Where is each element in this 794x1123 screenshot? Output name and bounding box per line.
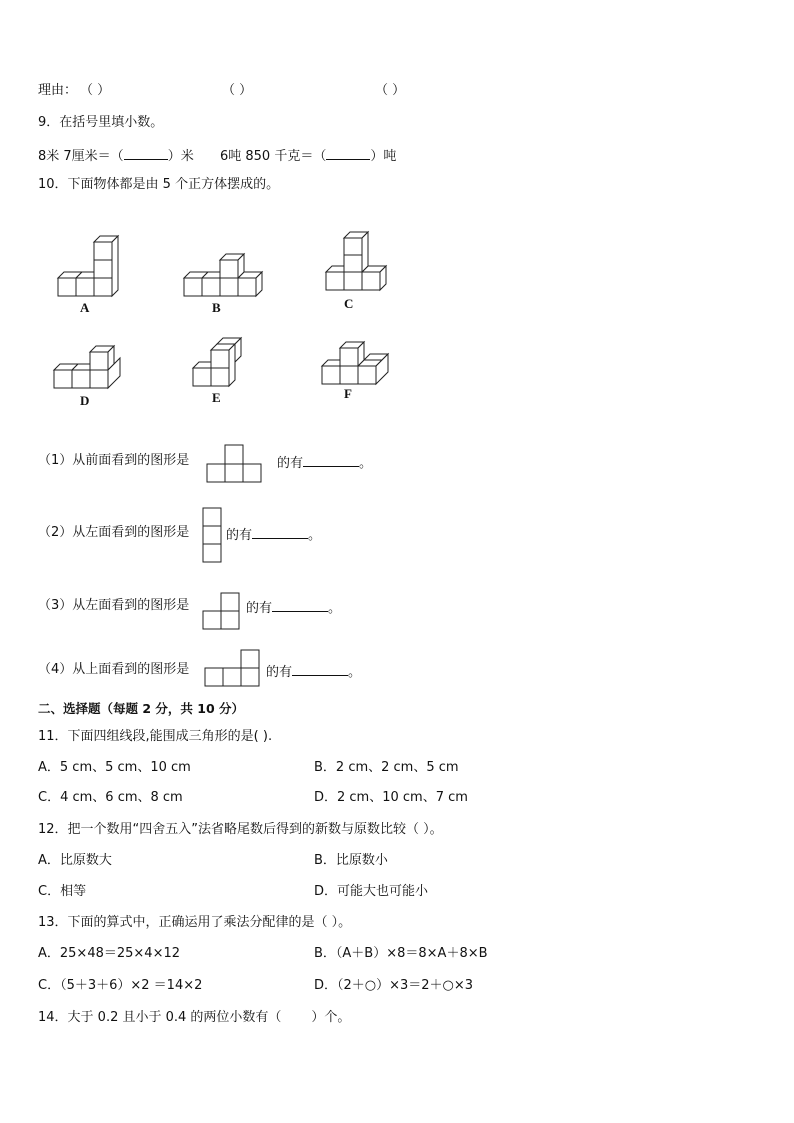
figure-a-label: A bbox=[80, 300, 90, 315]
q10-sub3-answer-blank[interactable] bbox=[272, 597, 328, 612]
q10-sub3-prompt: （3）从左面看到的图形是 bbox=[38, 598, 190, 613]
q10-sub3-view-figure bbox=[203, 591, 243, 631]
q12-option-c[interactable]: C．相等 bbox=[38, 884, 87, 899]
q9-part2-pre: 6吨 850 千克＝（ bbox=[219, 149, 327, 164]
q9-part1-post: ）米 bbox=[167, 149, 194, 164]
reason-blank-3[interactable]: （ ） bbox=[375, 83, 406, 98]
q10-sub4-view-figure bbox=[205, 648, 263, 688]
q9-answer-blank-2[interactable] bbox=[326, 145, 370, 160]
q10-sub1-suffix: 的有 bbox=[277, 456, 304, 471]
figure-c-label: C bbox=[344, 296, 354, 311]
q10-sub1-prompt: （1）从前面看到的图形是 bbox=[38, 453, 190, 468]
q9-title: 9．在括号里填小数。 bbox=[38, 115, 164, 130]
q10-sub2-prompt: （2）从左面看到的图形是 bbox=[38, 525, 190, 540]
q10-title: 10．下面物体都是由 5 个正方体摆成的。 bbox=[38, 177, 280, 192]
q9-body bbox=[38, 145, 396, 166]
q9-answer-blank-1[interactable] bbox=[124, 145, 168, 160]
q10-sub1-answer bbox=[277, 452, 372, 473]
q10-sub3-end: 。 bbox=[328, 601, 342, 616]
q11-option-b[interactable]: B．2 cm、2 cm、5 cm bbox=[314, 760, 459, 775]
q11-option-d[interactable]: D．2 cm、10 cm、7 cm bbox=[314, 790, 468, 805]
q11-title: 11．下面四组线段,能围成三角形的是( ). bbox=[38, 729, 273, 744]
q13-option-b[interactable]: B．（A＋B）×8＝8×A＋8×B bbox=[314, 946, 488, 961]
q14-title-pre: 14．大于 0.2 且小于 0.4 的两位小数有（ bbox=[38, 1010, 282, 1025]
figure-f-label: F bbox=[344, 386, 352, 401]
q9-part2-post: ）吨 bbox=[370, 149, 397, 164]
q13-option-a[interactable]: A．25×48＝25×4×12 bbox=[38, 946, 181, 961]
reason-blank-2[interactable]: （ ） bbox=[222, 83, 253, 98]
q10-sub2-answer-blank[interactable] bbox=[252, 524, 308, 539]
q10-sub4-answer bbox=[266, 661, 361, 682]
q13-title: 13．下面的算式中，正确运用了乘法分配律的是（ ）。 bbox=[38, 915, 352, 930]
q10-sub1-view-figure bbox=[207, 443, 263, 483]
q10-sub4-end: 。 bbox=[348, 665, 362, 680]
q10-sub2-suffix: 的有 bbox=[226, 528, 253, 543]
q10-sub2-end: 。 bbox=[308, 528, 322, 543]
figure-a-cubes bbox=[58, 234, 124, 298]
q10-sub4-suffix: 的有 bbox=[266, 665, 293, 680]
figure-d-cubes bbox=[54, 344, 124, 390]
q13-option-c[interactable]: C．（5＋3＋6）×2 ＝14×2 bbox=[38, 978, 203, 993]
q10-sub1-answer-blank[interactable] bbox=[303, 452, 359, 467]
q10-sub4-prompt: （4）从上面看到的图形是 bbox=[38, 662, 190, 677]
q10-sub3-answer bbox=[246, 597, 341, 618]
q14-title-post: ）个。 bbox=[311, 1010, 351, 1025]
q10-sub2-view-figure bbox=[203, 506, 223, 564]
figure-e-label: E bbox=[212, 390, 221, 405]
q10-sub2-answer bbox=[226, 524, 321, 545]
figure-f-cubes bbox=[322, 340, 392, 386]
figure-d-label: D bbox=[80, 393, 90, 408]
q12-option-b[interactable]: B．比原数小 bbox=[314, 853, 388, 868]
q10-sub1-end: 。 bbox=[359, 456, 373, 471]
q9-part1-pre: 8米 7厘米＝（ bbox=[38, 149, 124, 164]
figure-c-cubes bbox=[326, 230, 390, 292]
reason-label: 理由： bbox=[38, 83, 78, 98]
q11-option-a[interactable]: A．5 cm、5 cm、10 cm bbox=[38, 760, 191, 775]
reason-blank-1[interactable]: （ ） bbox=[80, 83, 111, 98]
q12-title: 12．把一个数用“四舍五入”法省略尾数后得到的新数与原数比较（ ）。 bbox=[38, 822, 443, 837]
q13-option-d[interactable]: D．（2＋○）×3＝2＋○×3 bbox=[314, 978, 474, 993]
q10-sub4-answer-blank[interactable] bbox=[292, 661, 348, 676]
figure-e-cubes bbox=[193, 336, 245, 388]
section-2-title: 二、选择题（每题 2 分，共 10 分） bbox=[38, 701, 245, 716]
q10-sub3-suffix: 的有 bbox=[246, 601, 273, 616]
figure-b-label: B bbox=[212, 300, 221, 315]
q12-option-a[interactable]: A．比原数大 bbox=[38, 853, 112, 868]
figure-b-cubes bbox=[184, 252, 268, 298]
q11-option-c[interactable]: C．4 cm、6 cm、8 cm bbox=[38, 790, 183, 805]
q14-title bbox=[38, 1009, 350, 1027]
q12-option-d[interactable]: D．可能大也可能小 bbox=[314, 884, 429, 899]
